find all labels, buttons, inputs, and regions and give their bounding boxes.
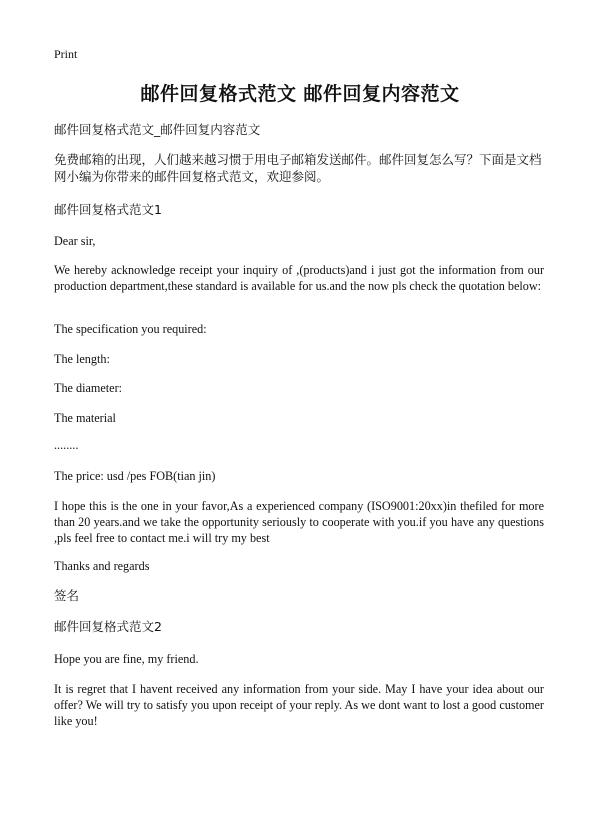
sample2-body: It is regret that I havent received any information from your side. May I have your idea about our offer? We will try to satisfy you upon receipt of your reply. As we dont want to lost a good customer like you! (54, 682, 544, 728)
sample1-heading: 邮件回复格式范文1 (54, 202, 162, 217)
sample1-thanks: Thanks and regards (54, 559, 150, 573)
sample1-length-line: The length: (54, 352, 110, 366)
sample1-body: We hereby acknowledge receipt your inquiry of ,(products)and i just got the information from our production department,these standard is available for us.and the now pls check the quotation below: (54, 263, 544, 293)
sample1-price-line: The price: usd /pes FOB(tian jin) (54, 469, 216, 483)
page-title: 邮件回复格式范文 邮件回复内容范文 (140, 83, 460, 105)
subtitle: 邮件回复格式范文_邮件回复内容范文 (54, 122, 261, 137)
sample2-heading: 邮件回复格式范文2 (54, 619, 162, 634)
sample1-closing-paragraph: I hope this is the one in your favor,As a experienced company (ISO9001:20xx)in thefiled for more than 20 years.and we take the opportunity seriously to cooperate with you.if you have any questions ,pls feel free to contact me.i will try my best (54, 499, 544, 545)
sample1-diameter-line: The diameter: (54, 381, 123, 395)
sample1-signature: 签名 (54, 588, 80, 603)
sample1-ellipsis: ........ (54, 438, 79, 452)
print-link[interactable]: Print (54, 47, 78, 61)
sample1-material-line: The material (54, 411, 116, 425)
intro-paragraph: 免费邮箱的出现，人们越来越习惯于用电子邮箱发送邮件。邮件回复怎么写？下面是文档网小编为你带来的邮件回复格式范文，欢迎参阅。 (54, 152, 542, 184)
sample1-greeting: Dear sir, (54, 234, 96, 248)
sample1-spec-line: The specification you required: (54, 322, 207, 336)
sample2-greeting: Hope you are fine, my friend. (54, 652, 199, 666)
